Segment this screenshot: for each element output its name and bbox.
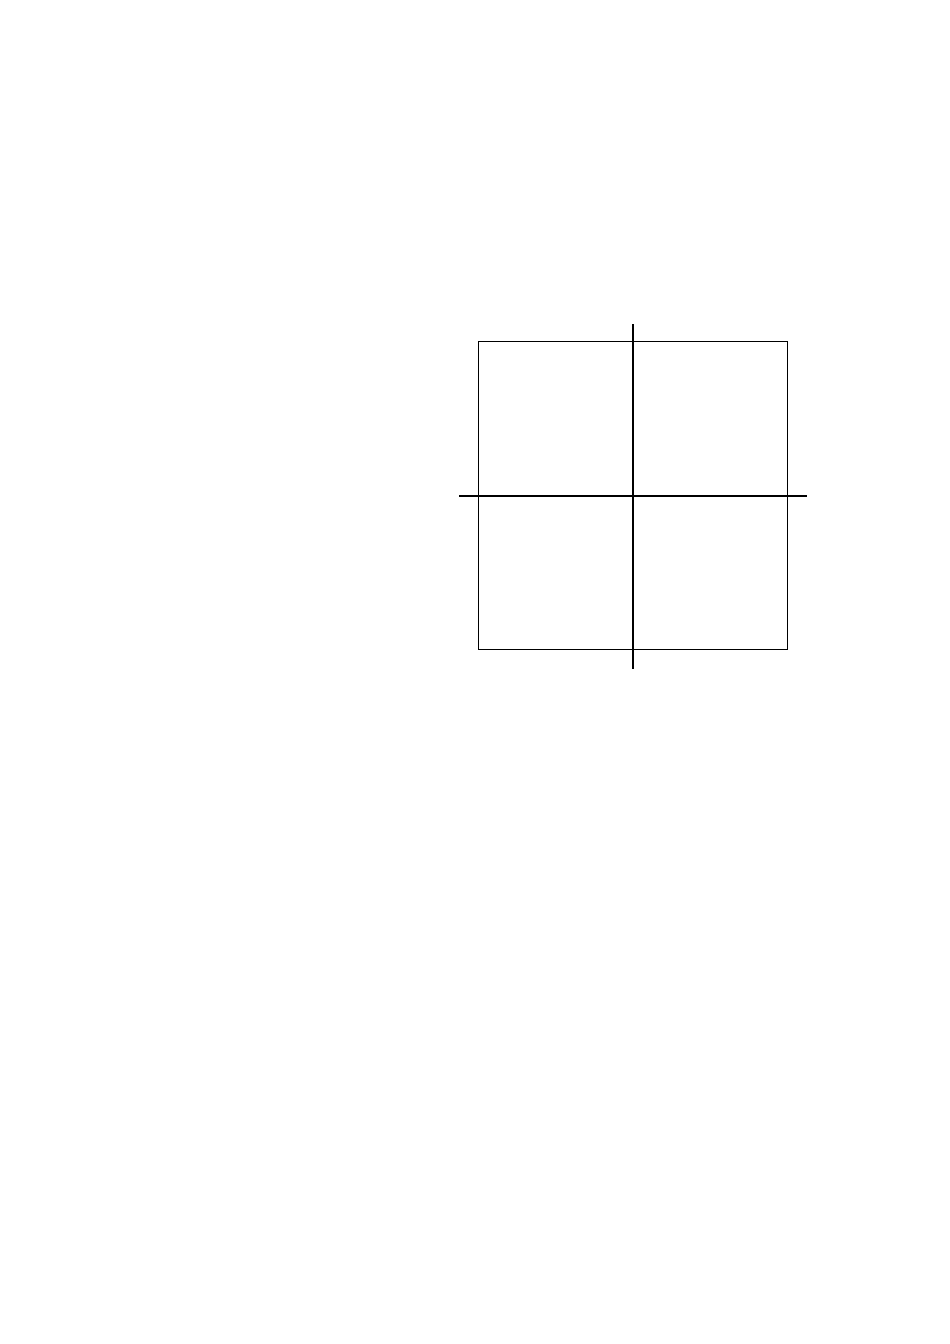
swot-weaknesses	[633, 341, 788, 497]
swot-threats	[633, 496, 788, 650]
swot-opportunities	[478, 496, 634, 650]
horizontal-axis	[459, 495, 807, 497]
swot-strengths	[478, 341, 634, 497]
